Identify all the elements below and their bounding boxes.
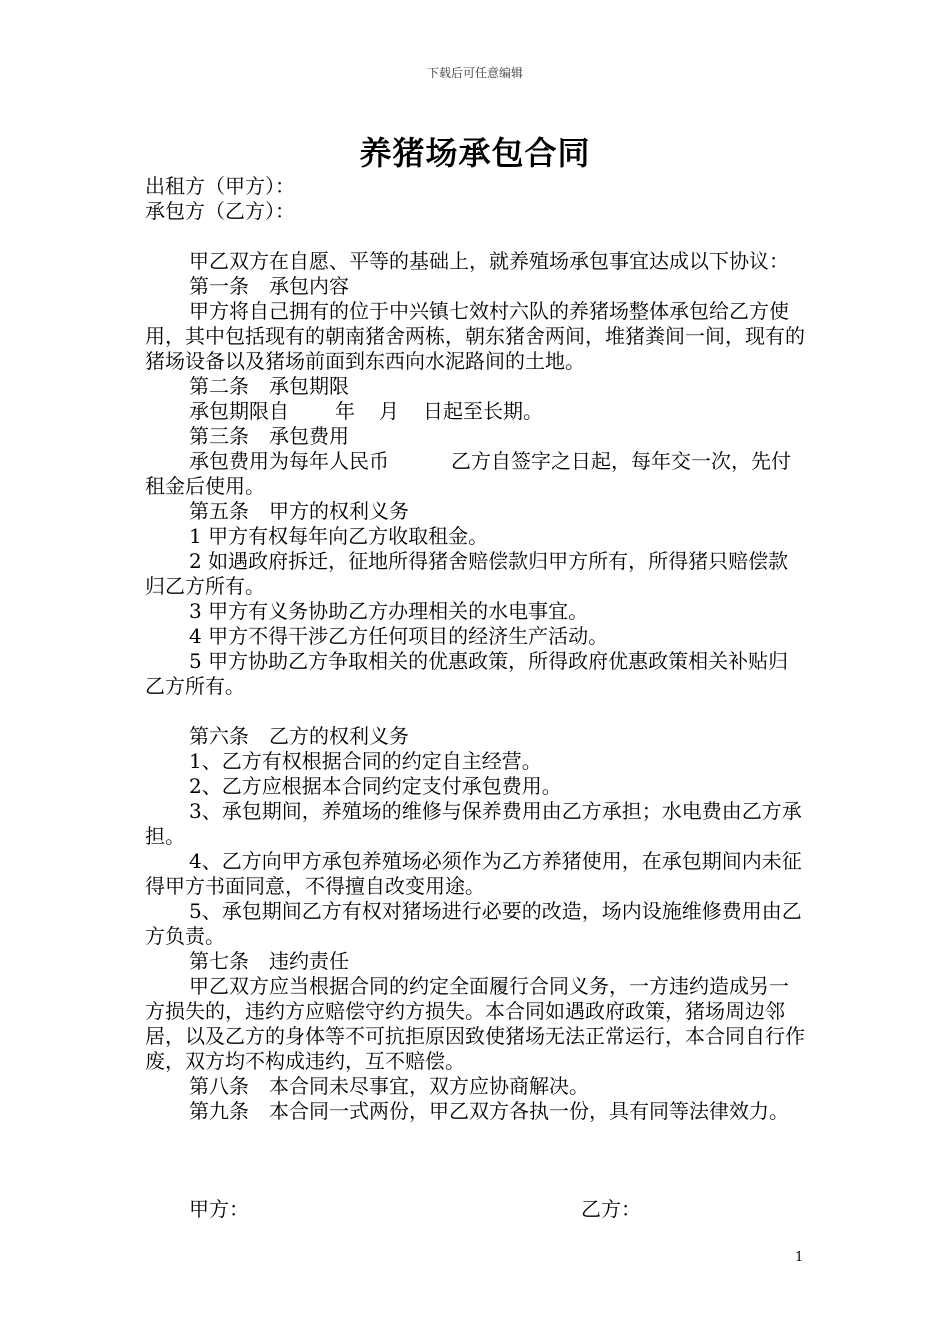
party-a-signature-label: 甲方：: [189, 1197, 249, 1221]
article-5-item: 1 甲方有权每年向乙方收取租金。: [189, 524, 489, 548]
article-5-item: 5 甲方协助乙方争取相关的优惠政策，所得政府优惠政策相关补贴归乙方所有。: [145, 649, 789, 698]
article-6-item: 1、乙方有权根据合同的约定自主经营。: [189, 749, 542, 773]
fee-label: 承包费用为每年人民币: [189, 449, 389, 473]
article-5-heading: 第五条 甲方的权利义务: [189, 499, 409, 523]
article-9-text: 第九条 本合同一式两份，甲乙双方各执一份，具有同等法律效力。: [189, 1099, 789, 1123]
article-5-item: 2 如遇政府拆迁，征地所得猪舍赔偿款归甲方所有，所得猪只赔偿款归乙方所有。: [145, 549, 789, 598]
article-3-heading: 第三条 承包费用: [189, 424, 349, 448]
spacer: [145, 699, 807, 724]
year-label: 年: [335, 399, 355, 423]
article-7-text: 甲乙双方应当根据合同的约定全面履行合同义务，一方违约造成另一方损失的，违约方应赔偿守约方损失。本合同如遇政府政策，猪场周边邻居，以及乙方的身体等不可抗拒原因致使猪场无法正常运行，本合同自行作废，双方均不构成违约，互不赔偿。: [145, 974, 805, 1073]
contract-body: [145, 174, 807, 1124]
article-7-heading: 第七条 违约责任: [189, 949, 349, 973]
month-label: 月: [379, 399, 399, 423]
article-2-text: [145, 399, 807, 424]
day-label: 日起至长期。: [423, 399, 543, 423]
article-5-item: 4 甲方不得干涉乙方任何项目的经济生产活动。: [189, 624, 609, 648]
document-title: 养猪场承包合同: [359, 134, 591, 172]
lessor-line: 出租方（甲方）：: [145, 174, 295, 198]
article-6-item: 2、乙方应根据本合同约定支付承包费用。: [189, 774, 562, 798]
lessee-line: 承包方（乙方）：: [145, 199, 295, 223]
article-6-item: 4、乙方向甲方承包养殖场必须作为乙方养猪使用，在承包期间内未征得甲方书面同意，不得擅自改变用途。: [145, 849, 802, 898]
article-5-item: 3 甲方有义务协助乙方办理相关的水电事宜。: [189, 599, 589, 623]
header-note: 下载后可任意编辑: [426, 66, 523, 80]
article-6-heading: 第六条 乙方的权利义务: [189, 724, 409, 748]
article-2-heading: 第二条 承包期限: [189, 374, 349, 398]
article-1-text: 甲方将自己拥有的位于中兴镇七效村六队的养猪场整体承包给乙方使用，其中包括现有的朝南猪舍两栋，朝东猪舍两间，堆猪粪间一间，现有的猪场设备以及猪场前面到东西向水泥路间的土地。: [145, 299, 805, 373]
article-8-text: 第八条 本合同未尽事宜，双方应协商解决。: [189, 1074, 589, 1098]
party-b-signature-label: 乙方：: [581, 1197, 641, 1221]
spacer: [145, 224, 807, 249]
article-1-heading: 第一条 承包内容: [189, 274, 349, 298]
page-number: 1: [795, 1250, 804, 1265]
term-start-label: 承包期限自: [189, 399, 289, 423]
fee-terms: 乙方自签字之日起，每年交一次，先付租金后使用。: [145, 449, 791, 498]
article-3-text: [145, 449, 807, 499]
article-6-item: 5、承包期间乙方有权对猪场进行必要的改造，场内设施维修费用由乙方负责。: [145, 899, 802, 948]
intro-paragraph: 甲乙双方在自愿、平等的基础上，就养殖场承包事宜达成以下协议：: [189, 249, 789, 273]
article-6-item: 3、承包期间，养殖场的维修与保养费用由乙方承担；水电费由乙方承担。: [145, 799, 802, 848]
